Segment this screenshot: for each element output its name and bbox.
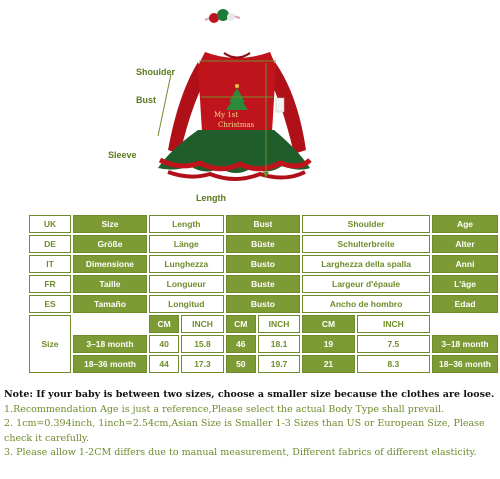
unit-cm: CM	[226, 315, 256, 333]
bust-header: Büste	[226, 235, 301, 253]
lang-code: IT	[29, 255, 71, 273]
age-header: Edad	[432, 295, 498, 313]
unit-inch: INCH	[181, 315, 223, 333]
size-row-label: Size	[29, 315, 71, 373]
size-header: Dimensione	[73, 255, 147, 273]
length-header: Longueur	[149, 275, 224, 293]
table-row	[29, 335, 498, 353]
shoulder-header: Schulterbreite	[302, 235, 430, 253]
note-1: 1.Recommendation Age is just a reference,Please select the actual Body Type shall prevail.	[4, 403, 445, 415]
table-row	[29, 315, 498, 333]
length-inch: 15.8	[181, 335, 223, 353]
length-cm: 40	[149, 335, 179, 353]
size-header: Taille	[73, 275, 147, 293]
dress-illustration	[0, 0, 500, 200]
shoulder-header: Larghezza della spalla	[302, 255, 430, 273]
length-header: Länge	[149, 235, 224, 253]
lang-code: DE	[29, 235, 71, 253]
length-inch: 17.3	[181, 355, 223, 373]
sleeve-label: Sleeve	[108, 150, 137, 160]
age-header: Alter	[432, 235, 498, 253]
unit-cm: CM	[149, 315, 179, 333]
shoulder-cm: 21	[302, 355, 355, 373]
age-value: 18–36 month	[432, 355, 498, 373]
bust-header: Bust	[226, 215, 301, 233]
note-line: Note: If your baby is between two sizes, choose a smaller size because the clothes are loose.	[4, 389, 495, 400]
shoulder-header: Largeur d'épaule	[302, 275, 430, 293]
age-value: 3–18 month	[432, 335, 498, 353]
notes-section	[4, 388, 498, 461]
lang-code: UK	[29, 215, 71, 233]
size-value: 3–18 month	[73, 335, 147, 353]
shoulder-inch: 8.3	[357, 355, 430, 373]
bust-inch: 19.7	[258, 355, 300, 373]
length-header: Longitud	[149, 295, 224, 313]
tag-icon	[276, 98, 284, 112]
bust-header: Busto	[226, 295, 301, 313]
age-header: Anni	[432, 255, 498, 273]
shoulder-cm: 19	[302, 335, 355, 353]
table-row	[29, 255, 498, 273]
sleeve-line	[158, 74, 171, 136]
bust-label: Bust	[136, 95, 156, 105]
print-text-line1: My 1st	[214, 111, 239, 119]
note-2: 2. 1cm=0.394inch, 1inch=2.54cm,Asian Size is Smaller 1-3 Sizes than US or European Size, Please check it carefully.	[4, 418, 485, 444]
bust-header: Busto	[226, 255, 301, 273]
size-header: Size	[73, 215, 147, 233]
unit-cm: CM	[302, 315, 355, 333]
unit-inch: INCH	[258, 315, 300, 333]
print-text-line2: Christmas	[218, 121, 255, 129]
length-label: Length	[196, 193, 226, 203]
unit-inch: INCH	[357, 315, 430, 333]
bust-cm: 50	[226, 355, 256, 373]
table-row	[29, 235, 498, 253]
age-header: Age	[432, 215, 498, 233]
table-row	[29, 355, 498, 373]
shoulder-header: Shoulder	[302, 215, 430, 233]
length-header: Lunghezza	[149, 255, 224, 273]
age-header: L'âge	[432, 275, 498, 293]
lang-code: ES	[29, 295, 71, 313]
bust-cm: 46	[226, 335, 256, 353]
length-header: Length	[149, 215, 224, 233]
table-row	[29, 215, 498, 233]
size-chart-table	[27, 213, 500, 375]
table-row	[29, 295, 498, 313]
note-3: 3. Please allow 1-2CM differs due to manual measurement, Different fabrics of different elasticity.	[4, 447, 477, 458]
lang-code: FR	[29, 275, 71, 293]
shoulder-label: Shoulder	[136, 67, 176, 77]
size-header: Tamaño	[73, 295, 147, 313]
size-value: 18–36 month	[73, 355, 147, 373]
bust-header: Buste	[226, 275, 301, 293]
bust-inch: 18.1	[258, 335, 300, 353]
length-cm: 44	[149, 355, 179, 373]
headband-image	[205, 9, 240, 23]
size-header: Größe	[73, 235, 147, 253]
shoulder-inch: 7.5	[357, 335, 430, 353]
shoulder-header: Ancho de hombro	[302, 295, 430, 313]
table-row	[29, 275, 498, 293]
